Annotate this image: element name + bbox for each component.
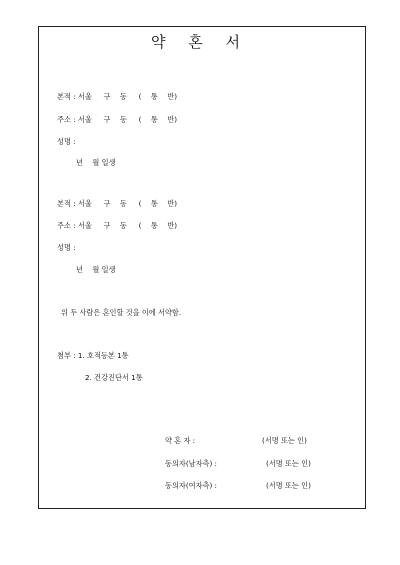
party1-name: 성명 : xyxy=(57,137,76,146)
party2-birth: 년 월 일생 xyxy=(76,265,116,274)
document-title: 약 혼 서 xyxy=(150,33,249,51)
party2-address: 주소 : 서울 구 동 ( 통 반) xyxy=(57,221,178,230)
signature-mark-groom-guardian: (서명 또는 인) xyxy=(266,459,311,468)
signature-mark-fiance: (서명 또는 인) xyxy=(262,436,307,445)
pledge-statement: 위 두 사람은 혼인할 것을 이에 서약함. xyxy=(61,308,182,317)
signature-mark-bride-guardian: (서명 또는 인) xyxy=(266,481,311,490)
attachment-item-2: 2. 건강진단서 1통 xyxy=(85,373,143,382)
party2-name: 성명 : xyxy=(57,243,76,252)
party1-address: 주소 : 서울 구 동 ( 통 반) xyxy=(57,115,178,124)
attachment-item-1: 첨부 : 1. 호적등본 1통 xyxy=(57,351,129,360)
party2-domicile: 본적 : 서울 구 동 ( 통 반) xyxy=(57,199,178,208)
signature-role-fiance: 약 혼 자 : xyxy=(165,436,196,445)
party1-domicile: 본적 : 서울 구 동 ( 통 반) xyxy=(57,92,178,101)
party1-birth: 년 월 일생 xyxy=(76,158,116,167)
signature-role-bride-guardian: 동의자(여자측) : xyxy=(165,481,217,490)
signature-role-groom-guardian: 동의자(남자측) : xyxy=(165,459,217,468)
